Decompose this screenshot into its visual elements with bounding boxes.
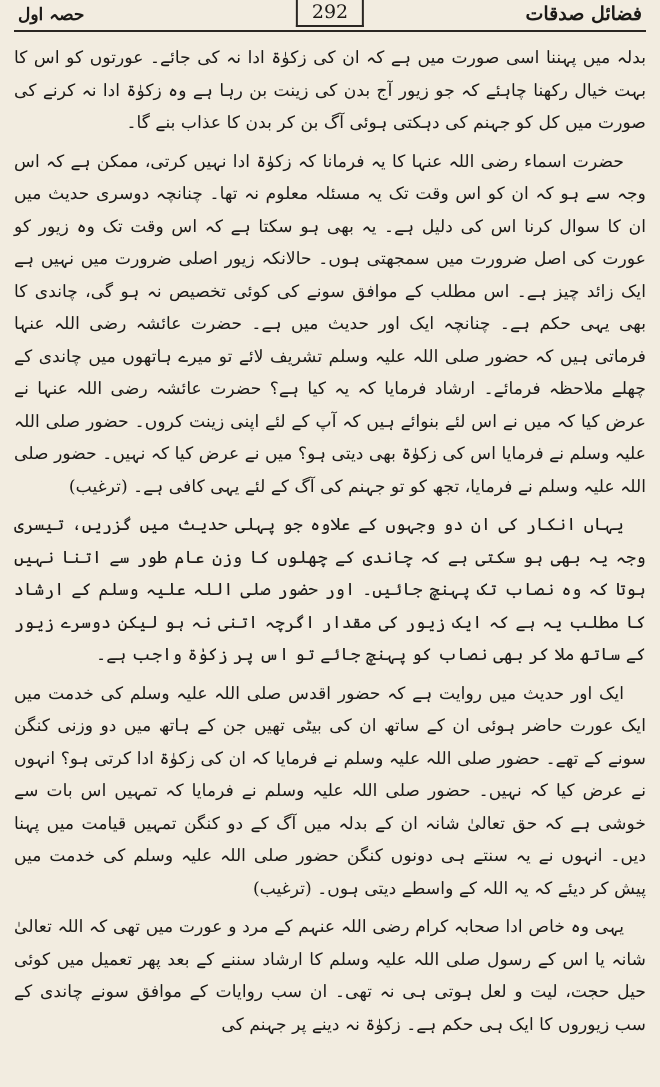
paragraph-3: یہاں انکار کی ان دو وجہوں کے علاوہ جو پہلی حدیث میں گزریں، تیسری وجہ یہ بھی ہو سکتی ہے کہ چاندی کے چھلوں کا وزن عام طور سے اتنا نہیں ہوتا کہ وہ نصاب تک پہنچ جائیں۔ اور حضور صلی اللہ علیہ وسلم کے ارشاد کا مطلب یہ ہے کہ ایک زیور کی مقدار اگرچہ اتنی نہ ہو لیکن دوسرے زیور کے ساتھ ملا کر بھی نصاب کو پہنچ جائے تو اس پر زکوٰۃ واجب ہے۔ [14,515,646,665]
volume-label: حصہ اول [18,5,85,25]
paragraph-1: بدلہ میں پہننا اسی صورت میں ہے کہ ان کی زکوٰۃ ادا نہ کی جائے۔ عورتوں کو اس کا بہت خیال رکھنا چاہئے کہ جو زیور آج بدن کی زینت بن رہا ہے وہ زکوٰۃ ادا نہ کرنے کی صورت میں کل کو جہنم کی دہکتی ہوئی آگ بن کر بدن کا عذاب بنے گا۔ [14,48,646,133]
book-title: فضائل صدقات [525,3,642,25]
page-body [14,42,646,1041]
page-header [14,0,646,32]
paragraph-5: یہی وہ خاص ادا صحابہ کرام رضی اللہ عنہم کے مرد و عورت میں تھی کہ اللہ تعالیٰ شانہ یا اس کے رسول صلی اللہ علیہ وسلم کا ارشاد سننے کے بعد پھر تعمیل میں کوئی حیل حجت، لیت و لعل ہوتی ہی نہ تھی۔ ان سب روایات کے موافق سونے چاندی کے سب زیوروں کا ایک ہی حکم ہے۔ زکوٰۃ نہ دینے پر جہنم کی [14,917,646,1035]
page-number: 292 [296,0,364,27]
paragraph-4: ایک اور حدیث میں روایت ہے کہ حضور اقدس صلی اللہ علیہ وسلم کی خدمت میں ایک عورت حاضر ہوئی ان کے ساتھ ان کی بیٹی تھیں جن کے ہاتھ میں دو وزنی کنگن سونے کے تھے۔ حضور صلی اللہ علیہ وسلم نے فرمایا کہ ان کی زکوٰۃ ادا کرتی ہو؟ انہوں نے عرض کیا کہ نہیں۔ حضور صلی اللہ علیہ وسلم نے فرمایا کہ تمہیں اس بات سے خوشی ہے کہ حق تعالیٰ شانہ ان کے بدلہ میں آگ کے دو کنگن تمہیں قیامت میں پہنا دیں۔ انہوں نے یہ سنتے ہی دونوں کنگن حضور صلی اللہ علیہ وسلم کی خدمت میں پیش کر دیئے کہ یہ اللہ کے واسطے دیتی ہوں۔ (ترغیب) [14,683,646,899]
paragraph-2: حضرت اسماء رضی اللہ عنہا کا یہ فرمانا کہ زکوٰۃ ادا نہیں کرتی، ممکن ہے کہ اس وجہ سے ہو کہ ان کو اس وقت تک یہ مسئلہ معلوم نہ تھا۔ چنانچہ دوسری حدیث میں ان کا سوال کرنا اس کی دلیل ہے۔ یہ بھی ہو سکتا ہے کہ اس وقت تک وہ زیور کو عورت کی اصل ضرورت میں سمجھتی ہوں۔ حالانکہ زیور اصلی ضرورت میں نہیں ہے ایک زائد چیز ہے۔ اس مطلب کے موافق سونے کی کوئی تخصیص نہ ہو گی، چاندی کا بھی یہی حکم ہے۔ چنانچہ ایک اور حدیث میں ہے۔ حضرت عائشہ رضی اللہ عنہا فرماتی ہیں کہ حضور صلی اللہ علیہ وسلم تشریف لائے تو میرے ہاتھوں میں چاندی کے چھلے ملاحظہ فرمائے۔ ارشاد فرمایا کہ یہ کیا ہے؟ حضرت عائشہ رضی اللہ عنہا نے عرض کیا کہ میں نے اس لئے بنوائے ہیں کہ آپ کے لئے اپنی زینت کروں۔ حضور صلی اللہ علیہ وسلم نے فرمایا اس کی زکوٰۃ بھی دیتی ہو؟ میں نے عرض کیا کہ نہیں۔ حضور صلی اللہ علیہ وسلم نے فرمایا، تجھ کو تو جہنم کی آگ کے لئے یہی کافی ہے۔ (ترغیب) [14,151,646,497]
